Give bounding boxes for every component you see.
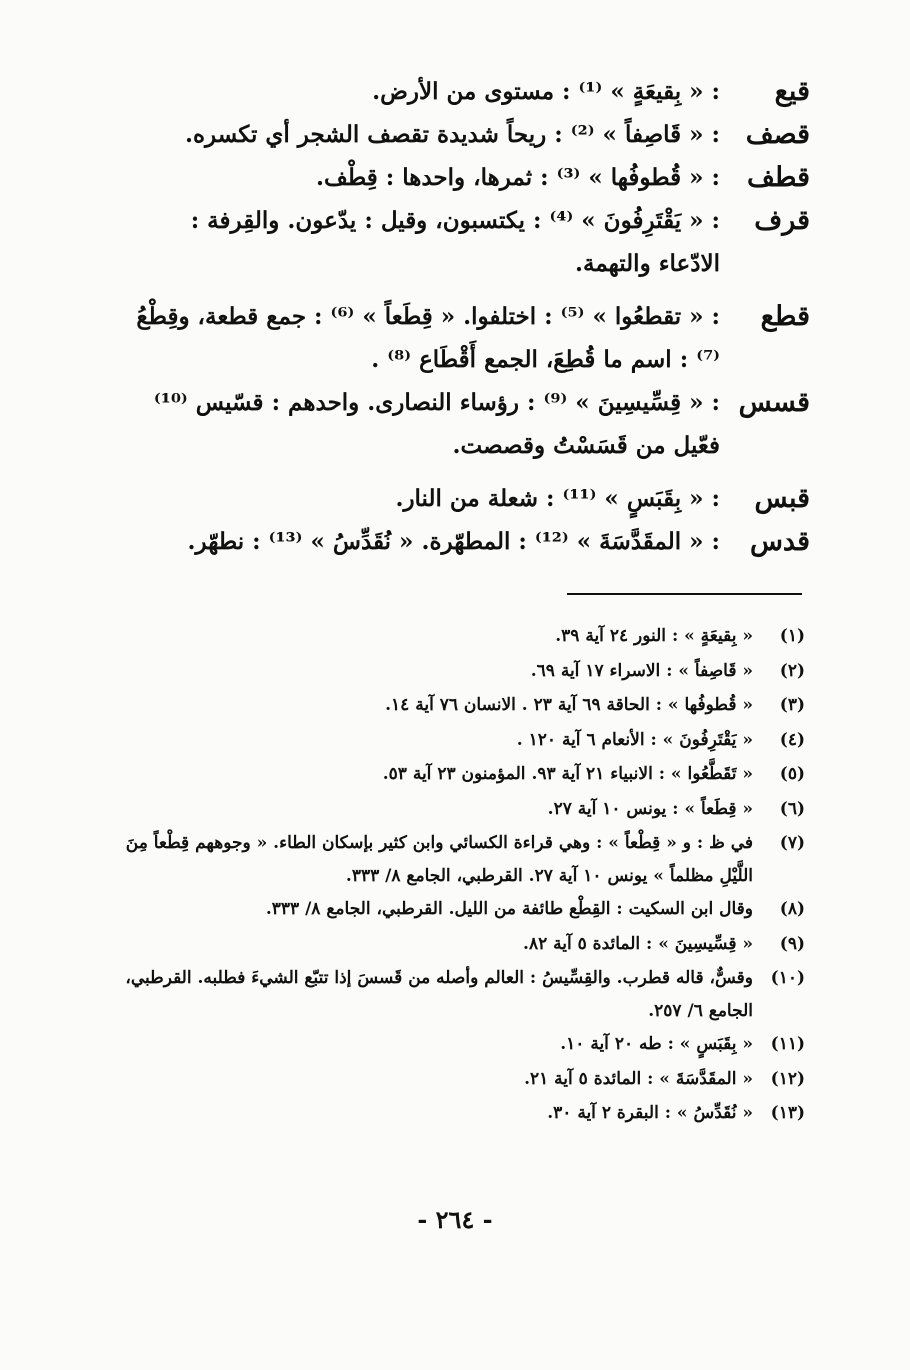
footnote-number: (١٣)	[770, 1103, 805, 1123]
footnote-number: (٧)	[779, 833, 805, 853]
footnote	[125, 928, 805, 963]
entry	[125, 199, 810, 285]
footnote-text: « يَقْتَرِفُونَ » : الأنعام ٦ آية ١٢٠ .	[516, 729, 753, 750]
entry-root: قبس	[754, 483, 810, 514]
entry-root: قدس	[749, 526, 810, 557]
entry-root: قرف	[754, 205, 810, 236]
footnote	[125, 620, 805, 655]
footnote	[125, 893, 805, 928]
entry-text: : « قِسِّيسِينَ » ⁽⁹⁾ : رؤساء النصارى. واحدهم : قسّيس ⁽¹⁰⁾ فعّيل من قَسَسْتُ وقصصت.	[153, 389, 720, 459]
glossary-entries	[125, 70, 810, 563]
entry-text: : « بِقيعَةٍ » ⁽¹⁾ : مستوى من الأرض.	[372, 78, 720, 105]
entry-root: قطف	[746, 162, 810, 193]
footnote-number: (١)	[779, 626, 805, 646]
footnote-text: « قُطوفُها » : الحاقة ٦٩ آية ٢٣ . الانسان ٧٦ آية ١٤.	[385, 695, 753, 715]
footnote-number: (١٠)	[770, 968, 805, 988]
entry-text: : « المقَدَّسَةَ » ⁽¹²⁾ : المطهّرة. « نُقَدِّسُ » ⁽¹³⁾ : نطهّر.	[187, 528, 720, 555]
footnote	[125, 724, 805, 759]
entry-text: : « تقطعُوا » ⁽⁵⁾ : اختلفوا. « قِطَعاً » ⁽⁶⁾ : جمع قطعة، وقِطْعُ ⁽⁷⁾ : اسم ما قُطِعَ، الجمع أَقْطَاع ⁽⁸⁾ .	[136, 303, 720, 373]
footnote-text: « المقَدَّسَةَ » : المائدة ٥ آية ٢١.	[524, 1068, 753, 1089]
entry-text: : « قَاصِفاً » ⁽²⁾ : ريحاً شديدة تقصف الشجر أي تكسره.	[184, 121, 720, 148]
footnote	[125, 1028, 805, 1063]
entry	[125, 477, 810, 520]
footnote-text: « تَقَطَّعُوا » : الانبياء ٢١ آية ٩٣. المؤمنون ٢٣ آية ٥٣.	[382, 764, 753, 784]
entry-root: قسس	[738, 387, 810, 418]
footnote-text: وقال ابن السكيت : القِطْع طائفة من الليل. القرطبي، الجامع ٨/ ٣٣٣.	[265, 899, 753, 919]
footnote-text: « نُقَدِّسُ » : البقرة ٢ آية ٣٠.	[547, 1103, 753, 1123]
footnote-number: (٣)	[779, 695, 805, 715]
entry	[125, 156, 810, 199]
page-number: - ٢٦٤ -	[417, 1205, 493, 1234]
footnote	[125, 962, 805, 1028]
footnote	[125, 1097, 805, 1132]
footnote-text: « قِسِّيسِينَ » : المائدة ٥ آية ٨٢.	[523, 933, 753, 954]
footnote-text: وقسٌّ، قاله قطرب. والقِسِّيسُ : العالم وأصله من قَسسَ إذا تتبّع الشيءَ فطلبه. القرطبي، الجامع ٦/ ٢٥٧.	[125, 968, 753, 1021]
entry-text: : « بِقَبَسٍ » ⁽¹¹⁾ : شعلة من النار.	[395, 485, 720, 512]
footnote	[125, 655, 805, 690]
footnote-text: « قَاصِفاً » : الاسراء ١٧ آية ٦٩.	[530, 660, 753, 681]
footnote-number: (٢)	[779, 660, 805, 681]
footnote-number: (٩)	[779, 933, 805, 954]
entry	[125, 70, 810, 113]
entry-root: قصف	[745, 119, 810, 150]
footnote	[125, 758, 805, 793]
entry-root: قيع	[774, 76, 810, 107]
entry-text: : « يَقْتَرِفُونَ » ⁽⁴⁾ : يكتسبون، وقيل : يدّعون. والقِرفة : الادّعاء والتهمة.	[190, 207, 720, 277]
footnotes	[125, 620, 805, 1132]
footnote	[125, 689, 805, 724]
entry	[125, 381, 810, 467]
footnote-text: في ظ : و « قِطْعاً » : وهي قراءة الكسائي وابن كثير بإسكان الطاء. « وجوههم قِطْعاً مِنَ اللَّيْلِ مظلماً » يونس ١٠ آية ٢٧. القرطبي، الجامع ٨/ ٣٣٣.	[125, 833, 753, 886]
footnote-text: « بِقَبَسٍ » : طه ٢٠ آية ١٠.	[560, 1034, 753, 1054]
footnote-number: (٥)	[779, 764, 805, 784]
footnote-number: (٨)	[779, 899, 805, 919]
entry-text: : « قُطوفُها » ⁽³⁾ : ثمرها، واحدها : قِطْف.	[316, 164, 720, 191]
entry	[125, 520, 810, 563]
entry-root: قطع	[760, 301, 810, 332]
footnote-number: (١٢)	[770, 1068, 805, 1089]
entry	[125, 295, 810, 381]
footnote-number: (٦)	[779, 798, 805, 819]
footnote-text: « قِطَعاً » : يونس ١٠ آية ٢٧.	[547, 798, 753, 819]
footnote-text: « بِقيعَةٍ » : النور ٢٤ آية ٣٩.	[555, 626, 753, 646]
footnote-number: (٤)	[779, 729, 805, 750]
entry	[125, 113, 810, 156]
footnote	[125, 793, 805, 828]
footnote-divider	[567, 593, 802, 595]
footnote	[125, 827, 805, 893]
footnote-number: (١١)	[770, 1034, 805, 1054]
footnote	[125, 1063, 805, 1098]
